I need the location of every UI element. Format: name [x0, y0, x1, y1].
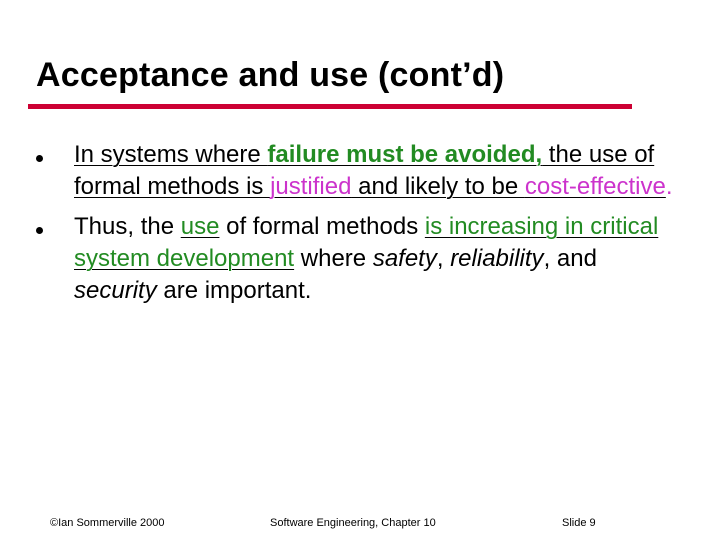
text-segment: In systems where [74, 141, 268, 168]
text-segment: safety [372, 245, 437, 272]
text-segment: where [294, 245, 373, 272]
bullet-dot-icon [36, 227, 43, 234]
footer-slide-number: Slide 9 [562, 517, 596, 529]
bullet-item-increasing-use [36, 211, 676, 307]
text-segment: is increasing in critical system development [74, 213, 659, 272]
text-segment: are important. [156, 277, 312, 304]
title-underline-rule [28, 104, 632, 109]
bullet-text [74, 213, 658, 304]
text-segment: , and [543, 245, 597, 272]
text-segment: . [665, 173, 673, 200]
text-segment: and likely to be [351, 173, 525, 200]
text-segment: cost-effective [524, 173, 666, 200]
text-segment: the use of formal methods is [74, 141, 655, 200]
text-segment: , [436, 245, 451, 272]
text-segment: failure must be avoided, [267, 141, 543, 168]
text-segment: use [180, 213, 220, 240]
bullet-dot-icon [36, 155, 43, 162]
text-segment: security [74, 277, 157, 304]
footer-copyright: ©Ian Sommerville 2000 [50, 517, 165, 529]
text-segment: reliability [450, 245, 544, 272]
bullet-item-failure [36, 139, 676, 203]
bullet-list [36, 139, 676, 307]
footer-course: Software Engineering, Chapter 10 [270, 517, 436, 529]
text-segment: Thus, the [74, 213, 181, 240]
text-segment: of formal methods [219, 213, 425, 240]
text-segment: justified [270, 173, 352, 200]
bullet-text [74, 141, 673, 200]
slide-title: Acceptance and use (cont’d) [36, 56, 505, 94]
